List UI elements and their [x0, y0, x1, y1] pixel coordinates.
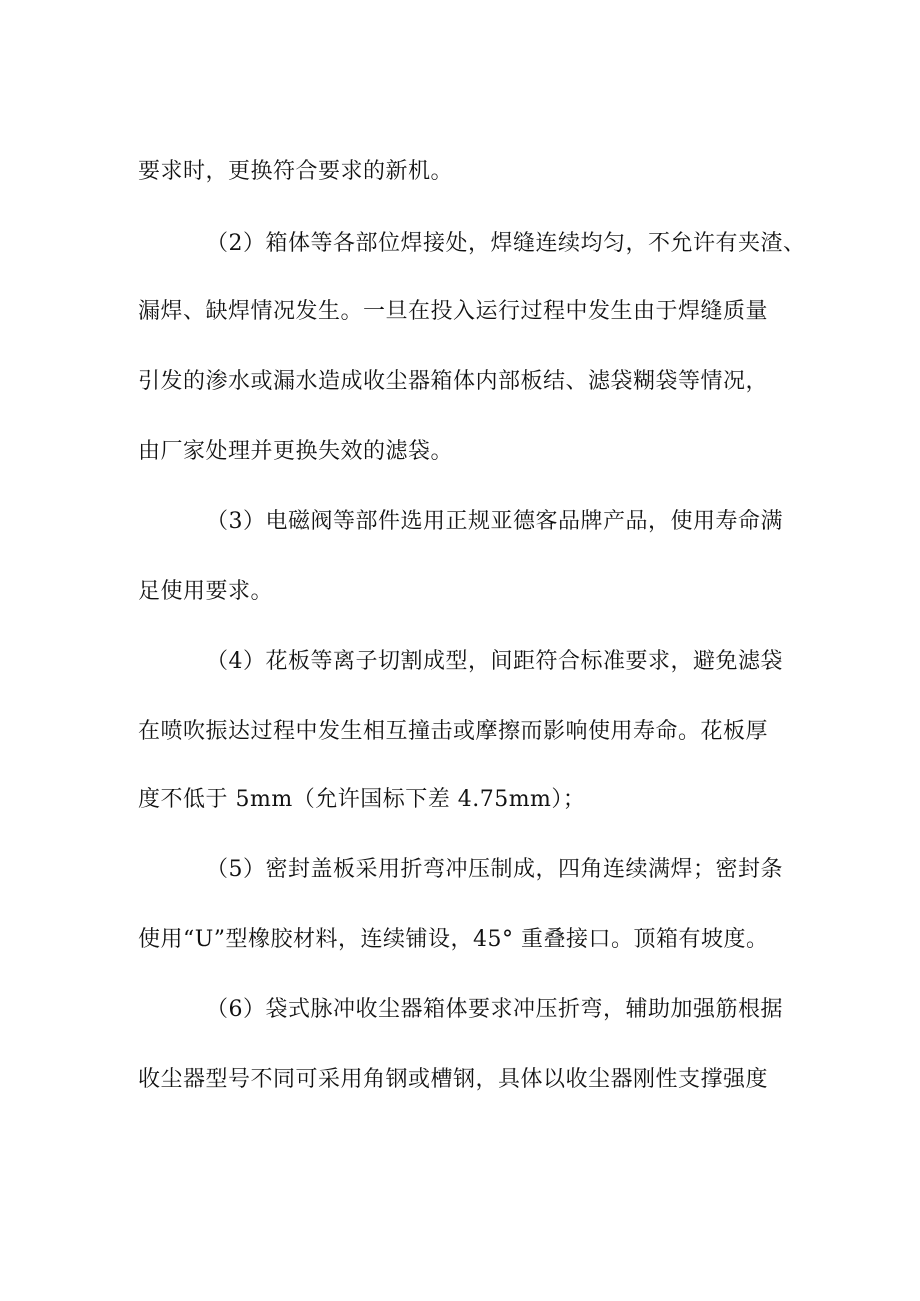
text-line: （4）花板等离子切割成型，间距符合标准要求，避免滤袋 [206, 649, 783, 674]
text-line: 要求时，更换符合要求的新机。 [138, 159, 454, 184]
text-line: （5）密封盖板采用折弯冲压制成，四角连续满焊；密封条 [206, 857, 783, 882]
text-line: 在喷吹振达过程中发生相互撞击或摩擦而影响使用寿命。花板厚 [138, 719, 769, 744]
text-line: 收尘器型号不同可采用角钢或槽钢，具体以收尘器刚性支撑强度 [138, 1067, 769, 1092]
text-line: （3）电磁阀等部件选用正规亚德客品牌产品，使用寿命满 [206, 509, 783, 534]
text-line: 度不低于 5mm（允许国标下差 4.75mm）； [138, 787, 586, 812]
text-line: 由厂家处理并更换失效的滤袋。 [138, 439, 454, 464]
text-line: 漏焊、缺焊情况发生。一旦在投入运行过程中发生由于焊缝质量 [138, 299, 769, 324]
text-line: 使用“U”型橡胶材料，连续铺设，45° 重叠接口。顶箱有坡度。 [138, 927, 769, 952]
text-line: （2）箱体等各部位焊接处，焊缝连续均匀，不允许有夹渣、 [206, 231, 806, 256]
text-line: 引发的渗水或漏水造成收尘器箱体内部板结、滤袋糊袋等情况， [138, 369, 769, 394]
text-line: （6）袋式脉冲收尘器箱体要求冲压折弯，辅助加强筋根据 [206, 997, 783, 1022]
text-line: 足使用要求。 [138, 579, 274, 604]
